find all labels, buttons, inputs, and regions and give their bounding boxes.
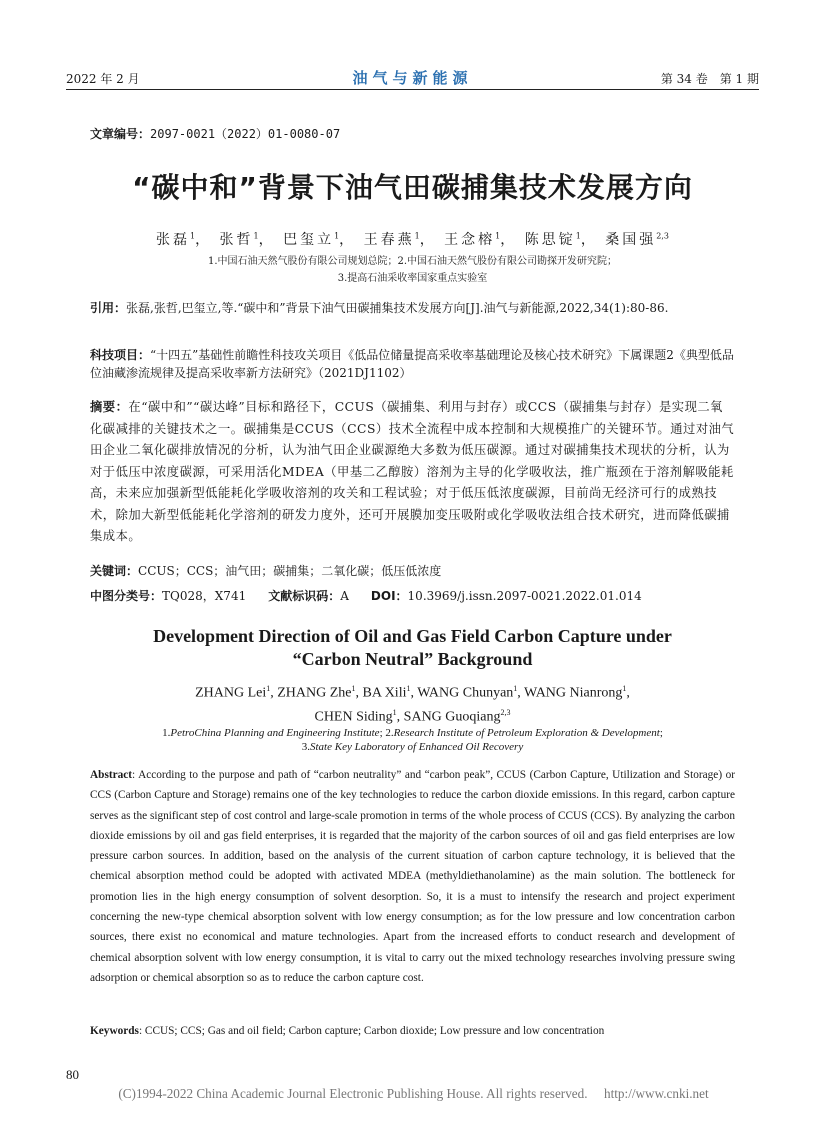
copyright-notice: (C)1994-2022 China Academic Journal Electronic Publishing House. All rights reserved. http://www.cnki.net <box>118 1086 709 1101</box>
author-en: ZHANG Zhe <box>277 685 352 701</box>
funding <box>90 346 735 382</box>
title-en <box>66 625 759 671</box>
keywords-en-label: Keywords <box>90 1025 139 1037</box>
running-header <box>66 66 759 90</box>
article-number-label: 文章编号： <box>90 127 151 141</box>
affiliations-en <box>66 726 759 754</box>
title-cn: “碳中和”背景下油气田碳捕集技术发展方向 <box>132 171 693 204</box>
abstract-en <box>90 765 735 988</box>
keywords-en-text: : CCUS; CCS; Gas and oil field; Carbon capture; Carbon dioxide; Low pressure and low concentration <box>138 1025 605 1037</box>
affiliation-cn-line2: 3.提高石油采收率国家重点实验室 <box>337 273 488 284</box>
author-en: ZHANG Lei <box>195 685 267 701</box>
authors-en <box>66 679 759 726</box>
abstract-cn-label: 摘要： <box>90 400 129 414</box>
classification <box>90 587 735 605</box>
keywords-cn <box>90 562 735 580</box>
clc-value: TQ028，X741 <box>162 589 247 603</box>
abstract-cn-text: 在“碳中和”“碳达峰”目标和路径下，CCUS（碳捕集、利用与封存）或CCS（碳捕集与封存）是实现二氧化碳减排的关键技术之一。碳捕集是CCUS（CCS）技术全流程中成本控制和大规模推广的关键环节。通过对油气田企业二氧化碳排放情况的分析，认为油气田企业碳源绝大多数为低压碳源。通过对碳捕集技术现状的分析，认为对于低压中浓度碳源，可采用活化MDEA（甲基二乙醇胺）溶剂为主导的化学吸收法，推广瓶颈在于溶剂解吸能耗高，未来应加强新型低能耗化学吸收溶剂的攻关和工程试验；对于低压低浓度碳源，目前尚无经济可行的成熟技术，除加大新型低能耗化学溶剂的研发力度外，还可开展膜加变压吸附或化学吸收法组合技术研究，进而降低碳捕集成本。 <box>90 400 735 543</box>
author-cn: 巴玺立 <box>283 232 335 248</box>
funding-text: “十四五”基础性前瞻性科技攻关项目《低品位储量提高采收率基础理论及核心技术研究》下属课题2《典型低品位油藏渗流规律及提高采收率新方法研究》（2021DJ1102） <box>90 348 734 380</box>
author-cn: 张磊 <box>155 232 190 248</box>
author-en: WANG Nianrong <box>524 685 623 701</box>
author-en: BA Xili <box>362 685 407 701</box>
title-en-line1: Development Direction of Oil and Gas Field Carbon Capture under <box>153 626 672 646</box>
affiliation-en: PetroChina Planning and Engineering Institute <box>170 727 380 739</box>
affiliations-en-line2: 3.State Key Laboratory of Enhanced Oil Recovery <box>301 741 524 753</box>
author-en: SANG Guoqiang <box>403 709 501 725</box>
abstract-cn <box>90 397 735 548</box>
author-cn: 桑国强 <box>605 232 657 248</box>
title-en-line2: “Carbon Neutral” Background <box>292 649 533 669</box>
abstract-en-label: Abstract <box>90 769 133 781</box>
citation <box>90 299 735 317</box>
affiliation-cn-line1: 1.中国石油天然气股份有限公司规划总院；2.中国石油天然气股份有限公司勘探开发研究院； <box>207 256 618 267</box>
keywords-cn-label: 关键词： <box>90 564 139 578</box>
author-cn: 王念榕 <box>444 232 496 248</box>
citation-text: 张磊,张哲,巴玺立,等.“碳中和”背景下油气田碳捕集技术发展方向[J].油气与新能源,2022,34(1):80-86. <box>126 301 669 315</box>
author-cn: 张哲 <box>219 232 254 248</box>
authors-en-line1: ZHANG Lei$^1$, ZHANG Zhe$^1$, BA Xili$^1$, WANG Chunyan$^1$, WANG Nianrong$^1$, <box>195 684 630 701</box>
author-en: WANG Chunyan <box>417 685 514 701</box>
author-en: CHEN Siding <box>314 709 393 725</box>
doc-code-value: A <box>340 589 349 603</box>
header-date: 2022 年 2 月 <box>66 72 140 86</box>
author-cn: 王春燕 <box>363 232 415 248</box>
citation-label: 引用： <box>90 301 127 315</box>
author-cn: 陈思锭 <box>524 232 576 248</box>
authors-en-line2: CHEN Siding$^1$, SANG Guoqiang$^{2,3}$ <box>314 707 511 725</box>
article-number-value: 2097-0021（2022）01-0080-07 <box>150 127 341 141</box>
doi-value[interactable]: 10.3969/j.issn.2097-0021.2022.01.014 <box>407 589 642 603</box>
header-volume: 第 34 卷 第 1 期 <box>660 72 759 86</box>
page-number: 80 <box>66 1067 79 1082</box>
journal-name: 油气与新能源 <box>352 69 473 87</box>
affiliation-en: State Key Laboratory of Enhanced Oil Recovery <box>310 741 524 753</box>
authors-cn: 张磊$^1$， 张哲$^1$， 巴玺立$^1$， 王春燕$^1$， 王念榕$^1$， 陈思锭$^1$， 桑国强$^{2,3}$ <box>155 231 669 248</box>
affiliation-en: Research Institute of Petroleum Exploration & Development <box>393 727 660 739</box>
funding-label: 科技项目： <box>90 348 151 362</box>
keywords-en <box>90 1025 735 1037</box>
doc-code-label: 文献标识码： <box>268 589 341 603</box>
abstract-en-text: : According to the purpose and path of “carbon neutrality” and “carbon peak”, CCUS (Carbon Capture, Utilization and Storage) or CCS (Carbon Capture and Storage) remains one of the key technologies to reduce the carbon dioxide emissions. In this regard, carbon capture serves as the significant step of cost control and large-scale promotion in terms of the whole process of CCUS (CCS). By analyzing the carbon dioxide emissions by oil and gas field enterprises, it is regarded that the majority of the carbon sources of oil and gas field enterprises are low pressure carbon sources. In addition, based on the analysis of the current situation of carbon capture technology, it is believed that the chemical absorption method could be adopted with activated MDEA (methyldiethanolamine) as the main solution. The bottleneck for promotion lies in the high energy consumption of solvent desorption. So, it is a must to intensify the research and project experiment concerning the new-type chemical absorption solvent with low energy consumption; as for the low pressure and low concentration carbon sources, there exist no economical and mature technologies. Apart from the increased efforts to conduct research and development of chemical absorption solvent with low energy consumption, it is vital to carry out the mixed technology researches involving pressure swing adsorption or chemical absorption so as to reduce the carbon capture cost. <box>90 769 735 984</box>
affiliations-en-line1: 1.PetroChina Planning and Engineering Institute; 2.Research Institute of Petroleum Exploration & Development; <box>162 727 663 739</box>
keywords-cn-text: CCUS；CCS；油气田；碳捕集；二氧化碳；低压低浓度 <box>138 564 442 578</box>
doi-label: DOI： <box>370 589 408 603</box>
clc-label: 中图分类号： <box>90 589 163 603</box>
article-number <box>90 125 340 142</box>
